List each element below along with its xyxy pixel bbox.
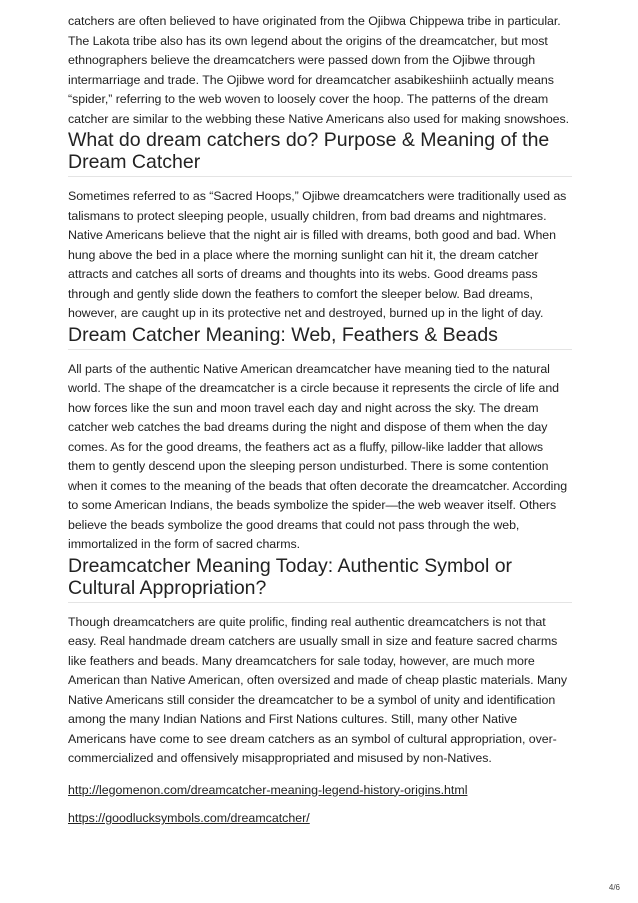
- page-number: 4/6: [608, 883, 620, 892]
- section-heading-purpose: What do dream catchers do? Purpose & Meaning of the Dream Catcher: [68, 129, 572, 177]
- reference-link-line-2: [68, 809, 572, 829]
- section-heading-web-feathers-beads: Dream Catcher Meaning: Web, Feathers & Beads: [68, 324, 572, 350]
- reference-link-goodlucksymbols[interactable]: https://goodlucksymbols.com/dreamcatcher/: [68, 811, 310, 825]
- reference-link-line-1: [68, 781, 572, 801]
- reference-link-legomenon[interactable]: http://legomenon.com/dreamcatcher-meaning-legend-history-origins.html: [68, 782, 468, 797]
- intro-paragraph: catchers are often believed to have originated from the Ojibwa Chippewa tribe in particular. The Lakota tribe also has its own legend about the origins of the dreamcatcher, but most ethnographers believe the dreamcatchers were passed down from the Ojibwe through intermarriage and trade. The Ojibwe word for dreamcatcher asabikeshiinh actually means “spider,” referring to the web woven to loosely cover the hoop. The patterns of the dream catcher are similar to the webbing these Native Americans also used for making snowshoes.: [68, 14, 570, 126]
- section-heading-today: Dreamcatcher Meaning Today: Authentic Symbol or Cultural Appropriation?: [68, 555, 572, 603]
- section-paragraph-today: Though dreamcatchers are quite prolific, finding real authentic dreamcatchers is not that easy. Real handmade dream catchers are usually small in size and feature sacred charms like feathers and beads. Many dreamcatchers for sale today, however, are much more American than Native American, often oversized and made of cheap plastic materials. Many Native Americans still consider the dreamcatcher to be a symbol of unity and identification among the many Indian Nations and First Nations cultures. Still, many other Native Americans have come to see dream catchers as an symbol of cultural appropriation, over-commercialized and offensively misappropriated and misused by non-Natives.: [68, 614, 568, 765]
- section-paragraph-web-feathers-beads: All parts of the authentic Native American dreamcatcher have meaning tied to the natural world. The shape of the dreamcatcher is a circle because it represents the circle of life and how forces like the sun and moon travel each day and night across the sky. The dream catcher web catches the bad dreams during the night and dispose of them when the day comes. As for the good dreams, the feathers act as a fluffy, pillow-like ladder that allows them to gently descend upon the sleeping person undisturbed. There is some contention when it comes to the meaning of the beads that often decorate the dreamcatcher. According to some American Indians, the beads symbolize the spider—the web weaver itself. Others believe the beads symbolize the good dreams that could not pass through the web, immortalized in the form of sacred charms.: [68, 361, 568, 551]
- section-paragraph-purpose: Sometimes referred to as “Sacred Hoops,” Ojibwe dreamcatchers were traditionally used as talismans to protect sleeping people, usually children, from bad dreams and nightmares. Native Americans believe that the night air is filled with dreams, both good and bad. When hung above the bed in a place where the morning sunlight can hit it, the dream catcher attracts and catches all sorts of dreams and thoughts into its webs. Good dreams pass through and gently slide down the feathers to comfort the sleeper below. Bad dreams, however, are caught up in its protective net and destroyed, burned up in the light of day.: [68, 189, 567, 320]
- document-page: [68, 12, 572, 829]
